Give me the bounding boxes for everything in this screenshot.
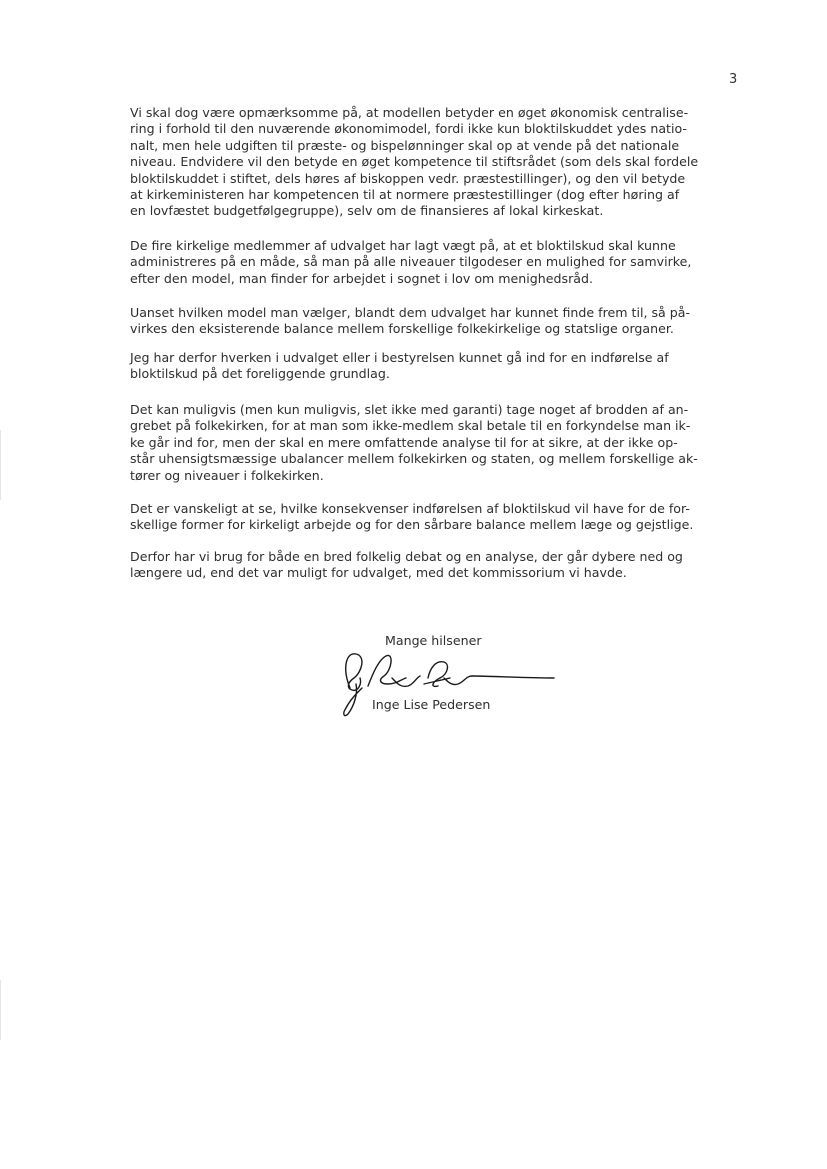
- text-line: nalt, men hele udgiften til præste- og bispelønninger skal op at vende på det nationale: [130, 137, 680, 153]
- text-line: De fire kirkelige medlemmer af udvalget har lagt vægt på, at et bloktilskud skal kunne: [130, 238, 676, 253]
- paragraph-consequences: [130, 501, 693, 534]
- paragraph-balance: [130, 305, 690, 338]
- text-line: Uanset hvilken model man vælger, blandt dem udvalget har kunnet finde frem til, så på-: [130, 305, 690, 320]
- scan-edge-mark: [0, 980, 1, 1040]
- text-line: Derfor har vi brug for både en bred folkelig debat og en analyse, der går dybere ned og: [130, 549, 683, 564]
- text-line: bloktilskuddet i stiftet, dels høres af biskoppen vedr. præstestillinger), og den vil betyde: [130, 170, 686, 186]
- text-line: står uhensigtsmæssige ubalancer mellem folkekirken og staten, og mellem forskellige ak-: [130, 451, 698, 467]
- closing-greeting: Mange hilsener: [385, 633, 482, 648]
- paragraph-debate: [130, 549, 683, 582]
- text-line: at kirkeministeren har kompetencen til at normere præstestillinger (dog efter høring af: [130, 187, 680, 203]
- paragraph-centralisation: [130, 105, 698, 220]
- text-line: virkes den eksisterende balance mellem forskellige folkekirkelige og statslige organer.: [130, 321, 674, 337]
- text-line: en lovfæstet budgetfølgegruppe), selv om de finansieres af lokal kirkeskat.: [130, 203, 604, 219]
- text-line: administreres på en måde, så man på alle niveauer tilgodeser en mulighed for samvirke,: [130, 254, 692, 270]
- text-line: grebet på folkekirken, for at man som ikke-medlem skal betale til en forkyndelse man ik-: [130, 418, 691, 434]
- text-line: Jeg har derfor hverken i udvalget eller i bestyrelsen kunnet gå ind for en indførelse af: [130, 350, 669, 365]
- text-line: længere ud, end det var muligt for udvalget, med det kommissorium vi havde.: [130, 565, 627, 581]
- text-line: Det kan muligvis (men kun muligvis, slet ikke med garanti) tage noget af brodden af an-: [130, 402, 689, 417]
- text-line: skellige former for kirkeligt arbejde og for den sårbare balance mellem læge og gejstlige.: [130, 517, 694, 533]
- text-line: Det er vanskeligt at se, hvilke konsekvenser indførelsen af bloktilskud vil have for de for-: [130, 501, 690, 516]
- paragraph-church-members: [130, 238, 691, 287]
- paragraph-position: [130, 350, 669, 383]
- text-line: efter den model, man finder for arbejdet i sognet i lov om menighedsråd.: [130, 270, 593, 286]
- text-line: ring i forhold til den nuværende økonomimodel, fordi ikke kun bloktilskuddet ydes natio-: [130, 121, 687, 137]
- text-line: Vi skal dog være opmærksomme på, at modellen betyder en øget økonomisk centralise-: [130, 105, 689, 120]
- text-line: ke går ind for, men der skal en mere omfattende analyse til for at sikre, at der ikke op-: [130, 434, 678, 450]
- text-line: tører og niveauer i folkekirken.: [130, 467, 324, 483]
- paragraph-analysis: [130, 402, 698, 484]
- scan-edge-mark: [0, 430, 1, 500]
- text-line: niveau. Endvidere vil den betyde en øget kompetence til stiftsrådet (som dels skal fordele: [130, 154, 699, 170]
- page-number: 3: [729, 72, 738, 87]
- signer-name: Inge Lise Pedersen: [372, 697, 491, 712]
- text-line: bloktilskud på det foreliggende grundlag.: [130, 366, 390, 382]
